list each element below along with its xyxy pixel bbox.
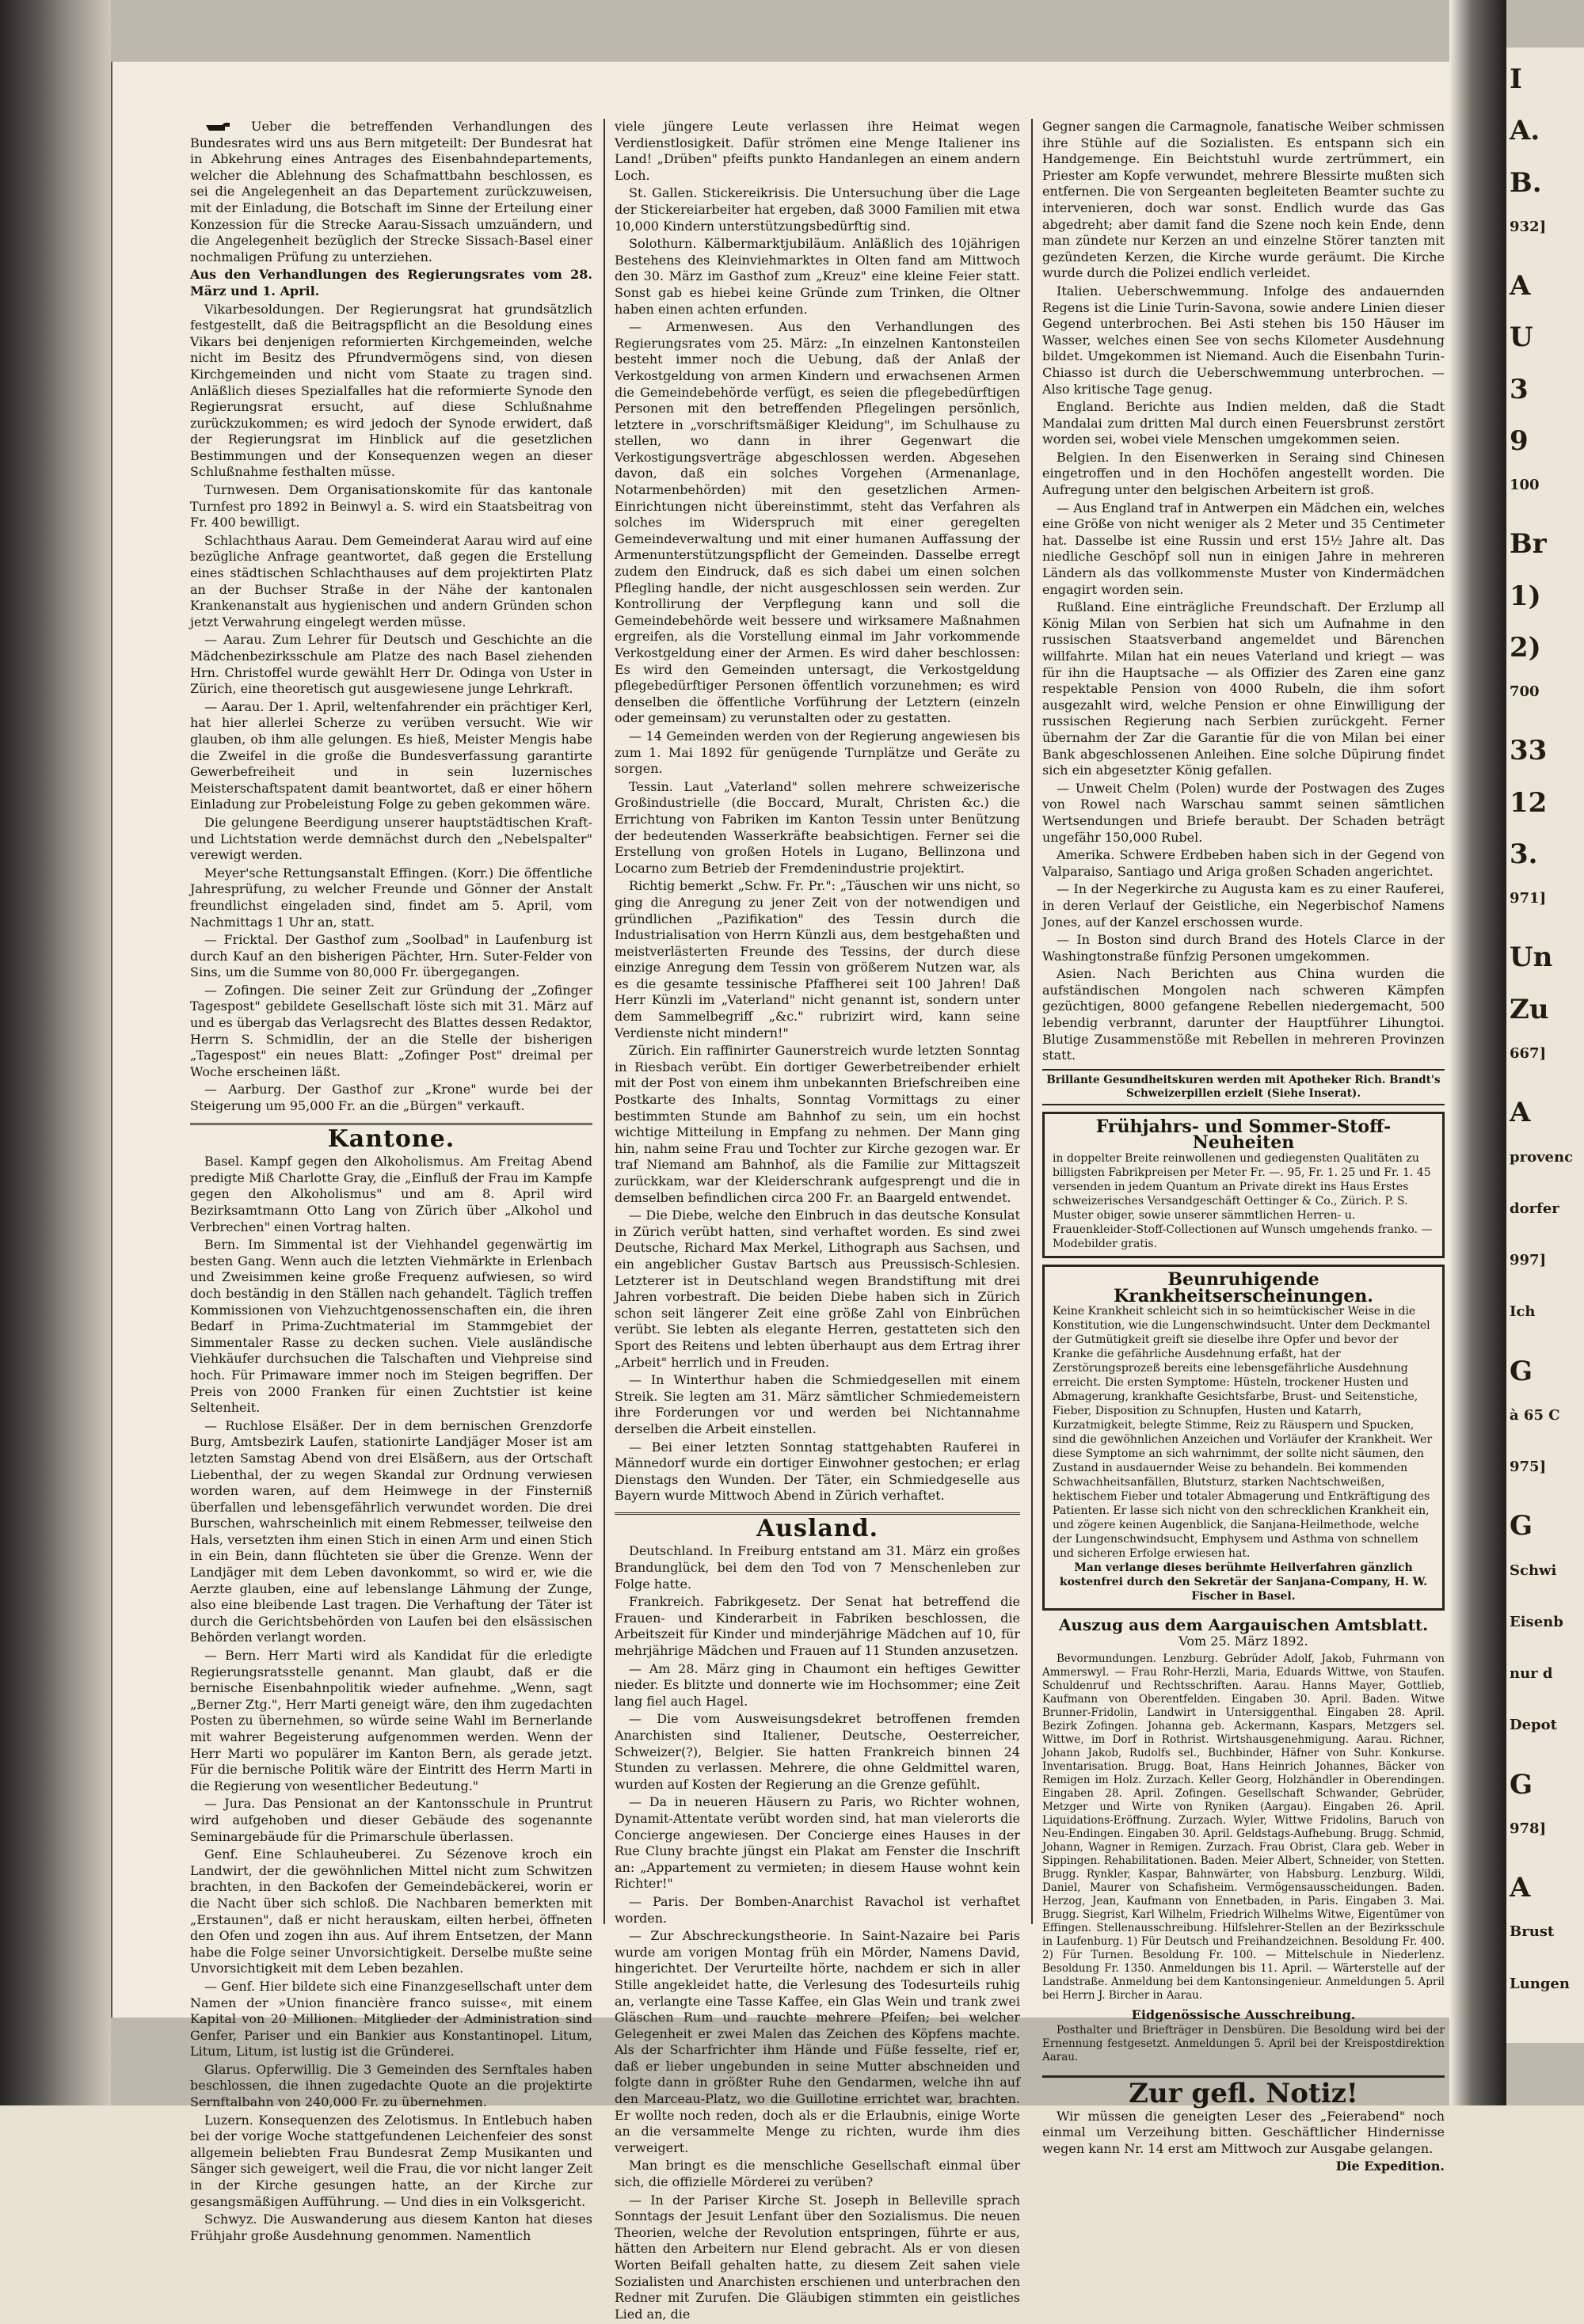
next-page-fragment: à 65 C	[1510, 1406, 1560, 1424]
article-tessin: Tessin. Laut „Vaterland" sollen mehrere schweizerische Großindustrielle (die Boccard, Muralt, Christen &c.) die Errichtung von Fabriken im Kanton Tessin unter Benützung der bedeutenden Wasserkräfte beabsichtigen. Ferner sei die Erstellung von großen Hotels in Lugano, Bellinzona und Locarno zum Betrieb der Fremdenindustrie projektirt.	[615, 778, 1020, 876]
next-page-fragment: 975]	[1510, 1459, 1547, 1476]
next-page-fragment: Depot	[1510, 1717, 1557, 1734]
next-page-fragment: dorfer	[1510, 1200, 1559, 1217]
notiz-body: Wir müssen die geneigten Leser des „Feierabend" noch einmal um Verzeihung bitten. Geschäftlicher Hindernisse wegen kann Nr. 14 erst am Mittwoch zur Ausgabe gelangen.	[1042, 2108, 1445, 2156]
next-page-fragment: 3	[1510, 373, 1529, 405]
next-page-fragment: nur d	[1510, 1665, 1553, 1683]
article-zuerich-gauner: Zürich. Ein raffinirter Gaunerstreich wurde letzten Sonntag in Riesbach verübt. Ein dortiger Gewerbetreibender erhielt mit der Post von einem ihm unbekannten Briefschreiben eine Postkarte des Inhalts, Sonntag Vormittags zu einer bestimmten Stunde am Bahnhof zu sein, um ein hochst wichtige Mitteilung in Empfang zu nehmen. Der Mann ging hin, nahm seine Frau und Tochter zur Kirche gezogen war. Er traf Niemand am Bahnhof, als die Familie zur Mittagszeit zurückkam, war der Kleiderschrank aufgesprengt und die in demselben befindlichen circa 200 Fr. an Baargeld entwendet.	[615, 1043, 1020, 1205]
article-glarus: Glarus. Opferwillig. Die 3 Gemeinden des Sernftales haben beschlossen, die ihnen zugedachte Quote an die projektirte Sernftalbahn von 240,000 Fr. zu übernehmen.	[190, 2061, 592, 2110]
next-page-fragment: Un	[1510, 941, 1553, 974]
column-2	[615, 119, 1020, 2324]
next-page-fragment: 2)	[1510, 631, 1541, 664]
next-page-fragment: G	[1510, 1355, 1533, 1387]
article-elsaesser: — Ruchlose Elsäßer. Der in dem bernischen Grenzdorfe Burg, Amtsbezirk Laufen, stationirte Landjäger Moser ist am letzten Samstag Abend von drei Elsäßern, aus der Ortschaft Liebenthal, der zu wegen Skandal zur Ordnung verwiesen worden waren, auf dem Heimwege in der Finsterniß überfallen und lebensgefährlich verwundet worden. Die drei Burschen, wahrscheinlich mit einem Rebmesser, teilweise den Hals, versetzten ihm einen Stich in einen Arm und einen Stich in ein Bein, dann flüchteten sie über die Grenze. Wenn der Landjäger mit dem Leben davonkommt, so wird er, wie die Aerzte glauben, eine auf lebenslange Lähmung der Zunge, also eine bleibende Last tragen. Die Verhaftung der Täter ist durch die Gerichtsbehörden von Laufen bei den elsässischen Behörden verlangt worden.	[190, 1417, 592, 1645]
article-maennedorf: — Bei einer letzten Sonntag stattgehabten Rauferei in Männedorf wurde ein dortiger Einwohner gestochen; er erlag Dienstags den Wunden. Der Täter, ein Schmiedgeselle aus Bayern wurde Mittwoch Abend in Zürich verhaftet.	[615, 1439, 1020, 1504]
section-regierungsrat: Aus den Verhandlungen des Regierungsrates vom 28. März und 1. April.	[190, 267, 592, 299]
article-bundesrat: Ueber die betreffenden Verhandlungen des Bundesrates wird uns aus Bern mitgeteilt: Der Bundesrat hat in Abkehrung eines Antrages des Eisenbahndepartements, welcher die Ablehnung des Schafmattbahn beschlossen, es sei die Angelegenheit an das Departement zurückzuweisen, mit der Einladung, die Botschaft im Sinne der Erteilung einer Konzession für die Strecke Aarau-Sissach umzuändern, und die Angelegenheit bezüglich der Strecke Sissach-Basel einer nochmaligen Prüfung zu unterziehen.	[190, 119, 593, 264]
article-basel: Basel. Kampf gegen den Alkoholismus. Am Freitag Abend predigte Miß Charlotte Gray, die „Einfluß der Frau im Kampfe gegen den Alkoholismus" und am 8. April wird Bezirksamtmann Otto Lang von Zürich über „Alkohol und Verbrechen" einen Vortrag halten.	[190, 1154, 592, 1234]
next-page-fragment: 978]	[1510, 1820, 1547, 1837]
article-belleville-cont: Gegner sangen die Carmagnole, fanatische Weiber schmissen ihre Stühle auf die Sozialisten. Es entspann sich ein Handgemenge. Ein Beichtstuhl wurde zertrümmert, ein Priester am Kopfe verwundet, mehrere Blessirte mußten sich entfernen. Die von Sergeanten begleiteten Beamter suchte zu intervenieren, doch war sonst. Endlich wurde das Gas abgedreht; aber damit fand die Szene noch kein Ende, denn man zündete nur Kerzen an und einzelne Störer tanzten mit gezündeten Kerzen, die Kirche wurde geräumt. Die Kirche wurde durch die Polizei endlich verleidet.	[1042, 119, 1445, 281]
article-schlachthaus: Schlachthaus Aarau. Dem Gemeinderat Aarau wird auf eine bezügliche Anfrage geantwortet, daß gegen die Erstellung eines städtischen Schlachthauses auf dem projektirten Platz an der Buchser Straße in der Nähe der kantonalen Krankenanstalt aus hygienischen und andern Gründen schon jetzt Verwahrung eingelegt werden müsse.	[190, 532, 592, 629]
next-page-fragment: Zu	[1510, 993, 1549, 1025]
column-1	[190, 119, 592, 2246]
notiz-signature: Die Expedition.	[1335, 2159, 1445, 2174]
article-abschreckung: — Zur Abschreckungstheorie. In Saint-Nazaire bei Paris wurde am vorigen Montag früh ein Mörder, Namens David, hingerichtet. Der Verurteilte hörte, nachdem er sich in aller Stille angekleidet hatte, die Verlesung des Todesurteils ruhig an, verlangte eine Tasse Kaffee, ein Glas Wein und trank zwei Gläschen Rum und rauchte mehrere Pfeifen; bei welcher Gelegenheit er zwei Malen das Zeichen des Köpfens machte. Als der Scharfrichter ihm Hände und Füße fesselte, rief er, daß er lieber ungebunden in seine Mutter abschneiden und folgte dann in größter Ruhe den Gendarmen, welche ihn auf den Marceau-Platz, wo die Guillotine errichtet war, brachten. Er wollte noch reden, doch als er die Erlaubnis, einige Worte an die versammelte Menge zu richten, wurde ihm dies verweigert.	[615, 1928, 1020, 2155]
article-solothurn: Solothurn. Kälbermarktjubiläum. Anläßlich des 10jährigen Bestehens des Kleinviehmarktes in Olten fand am Mittwoch den 30. März im Gasthof zum „Kreuz" eine kleine Feier statt. Sonst gab es hiebei keine Gründe zum Trinken, die Oltner haben einen achten erfunden.	[615, 236, 1020, 317]
next-page-fragment: G	[1510, 1768, 1533, 1801]
article-rettungsanstalt: Meyer'sche Rettungsanstalt Effingen. (Korr.) Die öffentliche Jahresprüfung, zu welcher Freunde und Gönner der Anstalt freundlichst eingeladen sind, findet am 5. April, vom Nachmittags 1 Uhr an, statt.	[190, 865, 592, 930]
article-augusta: — In der Negerkirche zu Augusta kam es zu einer Rauferei, in deren Verlauf der Geistliche, ein Negerbischof Namens Jones, auf der Kanzel erschossen wurde.	[1042, 881, 1445, 930]
next-page-fragment: 100	[1510, 477, 1540, 494]
article-aarau-lehrer: — Aarau. Zum Lehrer für Deutsch und Geschichte an die Mädchenbezirksschule am Platze des nach Basel ziehenden Hrn. Christoffel wurde gewählt Herr Dr. Odinga von Uster in Zürich, eine theoretisch gut ausgewiesene junge Lehrkraft.	[190, 632, 592, 697]
article-vikarbesoldungen: Vikarbesoldungen. Der Regierungsrat hat grundsätzlich festgestellt, daß die Beitragspflicht an die Besoldung eines Vikars bei denjenigen reformierten Kirchgemeinden, welche nicht im Besitz des Pfrundvermögens sind, von diesen Kirchgemeinden und nicht vom Staate zu tragen sind. Anläßlich dieses Spezialfalles hat die reformierte Synode den Regierungsrat ersucht, auf diese Schlußnahme zurückzukommen; es wird jedoch der Synode erwidert, daß der Regierungsrat im Hinblick auf die gesetzlichen Bestimmungen und der Konsequenzen wegen an dieser Schlußnahme festhalten müsse.	[190, 301, 592, 480]
eidg-title: Eidgenössische Ausschreibung.	[1131, 2007, 1356, 2023]
article-st-gallen: St. Gallen. Stickereikrisis. Die Untersuchung über die Lage der Stickereiarbeiter hat ergeben, daß 3000 Familien mit etwa 10,000 Kindern unterstützungsbedürftig sind.	[615, 185, 1020, 234]
article-anarchisten: — Die vom Ausweisungsdekret betroffenen fremden Anarchisten sind Italiener, Deutsche, Oesterreicher, Schweizer(?), Belgier. Sie hatten Frankreich binnen 24 Stunden zu verlassen. Mehrere, die ohne Geldmittel waren, wurden auf Kosten der Regierung an die Grenze gefühlt.	[615, 1711, 1020, 1792]
article-winterthur: — In Winterthur haben die Schmiedgesellen mit einem Streik. Sie legten am 31. März sämtlicher Schmiedemeistern ihre Forderungen vor und werden bei Nichtannahme derselben die Arbeit einstellen.	[615, 1372, 1020, 1436]
eidg-body: Posthalter und Briefträger in Densbüren. Die Besoldung wird bei der Ernennung festgesetzt. Anmeldungen 5. April bei der Kreispostdirektion Aarau.	[1042, 2024, 1445, 2063]
article-zofingen: — Zofingen. Die seiner Zeit zur Gründung der „Zofinger Tagespost" gebildete Gesellschaft löste sich mit 31. März auf und es übergab das Verlagsrecht des Blattes dessen Redaktor, Herrn S. Schmidlin, der an die Stelle der bisherigen „Tagespost" ein neues Blatt: „Zofinger Post" dreimal per Woche erscheinen läßt.	[190, 982, 592, 1079]
next-page-fragment: 1)	[1510, 580, 1541, 612]
article-ravachol: — Paris. Der Bomben-Anarchist Ravachol ist verhaftet worden.	[615, 1893, 1020, 1926]
next-page-fragment: 667]	[1510, 1045, 1547, 1062]
article-italien: Italien. Ueberschwemmung. Infolge des andauernden Regens ist die Linie Turin-Savona, sowie andere Linien dieser Gegend unterbrochen. Bei Asti stehen bis 150 Häuser im Wasser, welches einen See von sechs Kilometer Ausdehnung bildet. Umgekommen ist Niemand. Auch die Eisenbahn Turin-Chiasso ist durch die Ueberschwemmung unterbrochen. — Also kritische Tage genug.	[1042, 283, 1445, 397]
article-russland: Rußland. Eine einträgliche Freundschaft. Der Erzlump all König Milan von Serbien hat sich um Aufnahme in den russischen Staatsverband angemeldet und Bärenchen willfahrte. Milan hat ein neues Vaterland und kriegt — was für ihn die Hauptsache — als Offizier des Zaren eine ganz respektable Pension von 4000 Rubeln, die ihm sofort ausgezahlt wird, welche Pension er ohne Einwilligung der russischen Regierung nach Serbien zurückgeht. Ferner übernahm der Zar die Garantie für die von Milan bei einer Bank abgeschlossenen Anleihen. Eine solche Düpirung findet sich ein abgesetzter König gefallen.	[1042, 599, 1445, 778]
ad-krankheit-title: Beunruhigende Krankheitserscheinungen.	[1114, 1269, 1373, 1307]
article-luzern: Luzern. Konsequenzen des Zelotismus. In Entlebuch haben bei der vorige Woche stattgefundenen Leichenfeier des sonst allgemein beliebten Frau Bundesrat Zemp Musikanten und Sänger sich geweigert, weil die Frau, die vor nicht langer Zeit in der Kirche gesungen hatte, an der Kirche zur gesangsmäßigen Aufführung. — Und dies in ein Volksgericht.	[190, 2112, 592, 2209]
next-page-fragment: Br	[1510, 528, 1547, 561]
article-boston: — In Boston sind durch Brand des Hotels Clarce in der Washingtonstraße fünfzig Personen umgekommen.	[1042, 932, 1445, 964]
article-tessin-pazifikation: Richtig bemerkt „Schw. Fr. Pr.": „Täuschen wir uns nicht, so ging die Anregung zu jener Zeit von der notwendigen und gründlichen „Pazifikation" des Tessin durch die Industrialisation von Herrn Künzli aus, dem bestgehaßten und meistverlästerten Freunde des Tessins, der durch diese einzige Anregung dem Tessin von größerem Nutzen war, als es die gesamte tessinische Pfaffherei seit 100 Jahren! Daß Herr Künzli im „Vaterland" nicht genannt ist, sondern unter dem Sammelbegriff „&c." rubrizirt wird, kann seine Verdienste nicht mindern!"	[615, 878, 1020, 1040]
article-deutschland: Deutschland. In Freiburg entstand am 31. März ein großes Brandunglück, bei dem den Tod von 7 Menschenleben zur Folge hatte.	[615, 1543, 1020, 1592]
column-rule-2	[1031, 119, 1033, 1924]
pointing-hand-icon	[204, 121, 231, 134]
next-page-fragment: provenc	[1510, 1148, 1574, 1166]
next-page-fragment: Lungen	[1510, 1975, 1570, 1992]
article-genf-1: Genf. Eine Schlauheuberei. Zu Sézenove kroch ein Landwirt, der die gewöhnlichen Mittel nicht zum Schwitzen brachten, in den Backofen der Gemeindebäckerei, worin er die Nacht über sich schloß. Die Nachbaren bemerkten mit „Erstaunen", daß er nicht herauskam, eilten herbei, öffneten den Ofen und zogen ihn aus. Auf ihrem Entsetzen, der Mann habe die Folge seiner Unvorsichtigkeit. Derselbe mußte seine Unvorsichtigkeit mit dem Leben bezahlen.	[190, 1847, 592, 1976]
column-rule-1	[604, 119, 605, 1924]
next-page-fragment: 700	[1510, 683, 1540, 701]
article-armenwesen: — Armenwesen. Aus den Verhandlungen des Regierungsrates vom 25. März: „In einzelnen Kantonsteilen besteht immer noch die Uebung, daß der Anlaß der Verkostgeldung von armen Kindern und erwachsenen Armen die Gemeindebehörde verfügt, es seien die pflegebedürftigen Personen mit den betreffenden Pflegelingen persönlich, letztere in „vorschriftsmäßiger Kleidung", im Schulhause zu stellen, wo dann in ihrer Gegenwart die Verkostigungsverträge abgeschlossen werden. Abgesehen davon, daß ein solches Vorgehen (Armenanlage, Notarmenbehörden) mit den gesetzlichen Armen-Einrichtungen nicht übereinstimmt, steht das Verfahren als solches im Widerspruch mit einer geregelten Gemeindeverwaltung und mit einer humanen Auffassung der Armenunterstützungspflicht der Gemeinden. Dasselbe erregt zudem den Eindruck, daß es sich dabei um einen solchen Pflegling handle, der nicht ausgeschlossen sein werden. Zur Kontrollirung der Verpflegung kann und soll die Gemeindebehörde weit bessere und wirksamere Maßnahmen ergreifen, als die Vorstellung einmal im Jahr vorkommende Verkostgeldung einer der Armen. Es wird daher beschlossen: Es wird den Gemeinden untersagt, die Verkostgeldung pflegebedürftiger Personen öffentlich vorzunehmen; es wird denselben die öffentliche Vorführung der Letztern (einzeln oder gemeinsam) zu verunstalten oder zu gestatten.	[615, 319, 1020, 726]
next-page-fragment: Brust	[1510, 1923, 1555, 1941]
next-page-fragment: 932]	[1510, 218, 1547, 235]
next-page-fragment: A	[1510, 1872, 1531, 1904]
article-frankreich-fabrik: Frankreich. Fabrikgesetz. Der Senat hat betreffend die Frauen- und Kinderarbeit in Fabriken beschlossen, die Arbeitszeit für Kinder und minderjährige Mädchen auf 10, für mehrjährige Mädchen und Frauen auf 11 Stunden anzusetzen.	[615, 1594, 1020, 1659]
ad-stoff-body: in doppelter Breite reinwollenen und gediegensten Qualitäten zu billigsten Fabrikpreisen per Meter Fr. —. 95, Fr. 1. 25 und Fr. 1. 45 versenden in jedem Quantum an Private direkt ins Haus Erstes schweizerisches Versandgeschäft Oettinger & Co., Zürich. P. S. Muster obiger, sowie unserer sämmtlichen Herren- u. Frauenkleider-Stoff-Collectionen auf Wunsch umgehends franko. — Modebilder gratis.	[1053, 1152, 1433, 1251]
article-genf-2: — Genf. Hier bildete sich eine Finanzgesellschaft unter dem Namen der »Union financière franco suisse«, mit einem Kapital von 20 Millionen. Mitglieder der Administration sind Genfer, Pariser und ein Bankier aus Konstantinopel. Litum, Litum, Litum, ist lustig ist die Gründerei.	[190, 1978, 592, 2060]
ad-krankheit	[1042, 1265, 1445, 1611]
next-page-fragment: I	[1510, 63, 1522, 95]
ad-gesundheitskuren: Brillante Gesundheitskuren werden mit Apotheker Rich. Brandt's Schweizerpillen erzielt (Siehe Inserat).	[1042, 1069, 1445, 1105]
article-turnplaetze: — 14 Gemeinden werden von der Regierung angewiesen bis zum 1. Mai 1892 für genügende Turnplätze und Geräte zu sorgen.	[615, 728, 1020, 777]
article-schwyz: Schwyz. Die Auswanderung aus diesem Kanton hat dieses Frühjahr große Ausdehnung genommen. Namentlich	[190, 2212, 592, 2243]
article-fricktal: — Fricktal. Der Gasthof zum „Soolbad" in Laufenburg ist durch Kauf an den bisherigen Pächter, Hrn. Suter-Felder von Sins, um die Summe von 80,000 Fr. übergegangen.	[190, 932, 592, 980]
book-binding-shadow	[0, 0, 111, 2105]
amtsblatt-date: Vom 25. März 1892.	[1178, 1633, 1308, 1649]
next-page-fragment: 33	[1510, 735, 1548, 767]
article-paris-richter: — Da in neueren Häusern zu Paris, wo Richter wohnen, Dynamit-Attentate verübt worden sind, hat man vielerorts die Concierge angewiesen. Der Concierge eines Hauses in der Rue Cluny brachte jüngst ein Plakat am Fenster die Inschrift an: „Appartement zu vermieten; in diesem Hause wohnt kein Richter!"	[615, 1794, 1020, 1892]
next-page-fragment: Ich	[1510, 1303, 1536, 1321]
ad-stoff-title: Frühjahrs- und Sommer-Stoff-Neuheiten	[1095, 1116, 1392, 1154]
next-page-fragment: B.	[1510, 166, 1542, 199]
next-page-fragment: Schwi	[1510, 1561, 1557, 1579]
article-chaumont: — Am 28. März ging in Chaumont ein heftiges Gewitter nieder. Es blitzte und donnerte wie im Hochsommer; eine Zeit lang fiel auch Hagel.	[615, 1660, 1020, 1709]
next-page-fragment: 12	[1510, 786, 1548, 819]
article-bern-vieh: Bern. Im Simmental ist der Viehhandel gegenwärtig im besten Gang. Wenn auch die letzten Viehmärkte in Erlenbach und Zweisimmen keine große Frequenz aufwiesen, so wird doch beständig in den Ställen nach gehandelt. Täglich treffen Kommissionen von Viehzuchtgenossenschaften ein, die ihren Bedarf in Prima-Zuchtmaterial im Stammgebiet der Simmentaler Rasse zu decken suchen. Viele ausländische Viehkäufer durchsuchen die Talschaften und Viehpreise sind hoch. Für Primaware immer noch im Steigen begriffen. Der Preis von 2000 Franken für einen Zuchtstier ist keine Seltenheit.	[190, 1237, 592, 1416]
section-title-ausland: Ausland.	[615, 1512, 1020, 1538]
next-page-fragment: 997]	[1510, 1252, 1547, 1269]
next-page-fragment: 9	[1510, 424, 1529, 457]
ad-krankheit-body: Keine Krankheit schleicht sich in so heimtückischer Weise in die Konstitution, wie die Lungenschwindsucht. Unter dem Deckmantel der Gutmütigkeit greift sie dieselbe ihre Opfer und bevor der Kranke die gefährliche Ausdehnung erfaßt, hat der Zerstörungsprozeß bereits eine lebensgefährliche Ausdehnung erreicht. Die ersten Symptome: Hüsteln, trockener Husten und Abmagerung, krankhafte Gesichtsfarbe, Brust- und Seitenstiche, Fieber, Disposition zu Schnupfen, Husten und Katarrh, Kurzatmigkeit, belegte Stimme, Reiz zu Räuspern und Spucken, sind die gewöhnlichen Anzeichen und Vorläufer der Krankheit. Wer diese Symptome an sich wahrnimmt, der sollte nicht säumen, den Zustand in ausdauernder Weise zu behandeln. Bei kommenden Schwachheitsanfällen, Blutsturz, starken Nachtschweißen, hektischem Fieber und totaler Abmagerung und Entkräftigung des Patienten. Er lasse sich nicht von den schrecklichen Krankheit ein, und zögere keinen Augenblick, die Sanjana-Heilmethode, welche der Lungenschwindsucht, Emphysem und Asthma von schnellem und sicheren Erfolge erwiesen hat.	[1053, 1305, 1433, 1561]
article-schwyz-cont: viele jüngere Leute verlassen ihre Heimat wegen Verdienstlosigkeit. Dafür strömen eine Menge Italiener ins Land! „Drüben" pfeifts punkto Handanlegen an einem andern Loch.	[615, 119, 1020, 183]
next-page-fragment: 3.	[1510, 838, 1538, 870]
article-aarau-april: — Aarau. Der 1. April, weltenfahrender ein prächtiger Kerl, hat hier allerlei Scherze zu verüben versucht. Wie wir glauben, ob ihm alle gelungen. Es hieß, Meister Mengis habe die Zweifel in die große die Bundesverfassung garantirte Gewerbefreiheit und in sein luzernisches Meisterschaftspatent damit beantwortet, daß er einer höhern Einladung zur Probeleistung Folge zu geben gekommen wäre.	[190, 698, 592, 812]
article-turnwesen: Turnwesen. Dem Organisationskomite für das kantonale Turnfest pro 1892 in Beinwyl a. S. wird ein Staatsbeitrag von Fr. 400 bewilligt.	[190, 482, 592, 531]
article-england: England. Berichte aus Indien melden, daß die Stadt Mandalai zum dritten Mal durch einen Feuersbrunst zerstört worden sei, wobei viele Menschen umgekommen seien.	[1042, 399, 1445, 447]
ad-stoff-neuheiten	[1042, 1112, 1445, 1258]
article-belleville: — In der Pariser Kirche St. Joseph in Belleville sprach Sonntags der Jesuit Lenfant über den Sozialismus. Die neuen Theorien, welche der Revolution entspringen, führte er aus, hätten den Arbeitern nur Elend gebracht. Als er von diesen Worten Beifall gehalten hatte, zu diesem Zeit sahen viele Sozialisten und Anarchisten erschienen und unterbrachen den Redner mit Zurufen. Die Gläubigen stimmten ein geistliches Lied an, die	[615, 2192, 1020, 2322]
section-title-kantone: Kantone.	[190, 1123, 592, 1148]
ad-krankheit-footer: Man verlange dieses berühmte Heilverfahren gänzlich kostenfrei durch den Sekretär der Sanjana-Company, H. W. Fischer in Basel.	[1059, 1561, 1428, 1603]
next-page-edge	[1506, 48, 1584, 2043]
article-moerderei: Man bringt es die menschliche Gesellschaft einmal über sich, die offizielle Mörderei zu verüben?	[615, 2158, 1020, 2190]
next-page-fragment: A	[1510, 1097, 1531, 1129]
article-jura: — Jura. Das Pensionat an der Kantonsschule in Pruntrut wird aufgehoben und dieser Gebäude des sogenannte Seminargebäude für die Primarschule überlassen.	[190, 1796, 592, 1844]
article-amerika: Amerika. Schwere Erdbeben haben sich in der Gegend von Valparaiso, Santiago und Ariga großen Schaden angerichtet.	[1042, 847, 1445, 879]
article-belgien: Belgien. In den Eisenwerken in Seraing sind Chinesen eingetroffen und in den Hochöfen angestellt worden. Die Aufregung unter den belgischen Arbeitern ist groß.	[1042, 449, 1445, 498]
column-3	[1042, 119, 1445, 2175]
next-page-fragment: 971]	[1510, 890, 1547, 907]
next-page-fragment: Eisenb	[1510, 1613, 1563, 1630]
article-bern-marti: — Bern. Herr Marti wird als Kandidat für die erledigte Regierungsratsstelle genannt. Man glaubt, daß er die bernische Eisenbahnpolitik wieder aufnehme. „Wenn, sagt „Berner Ztg.", Herr Marti geneigt wäre, den ihm zugedachten Posten zu übernehmen, so würde seine Wahl im Bernerlande mit wahrer Begeisterung aufgenommen werden. Wenn der Herr Marti wo populärer im Kanton Bern, als gerade jetzt. Für die bernische Politik wäre der Eintritt des Herrn Marti in die Regierung von wesentlicher Bedeutung."	[190, 1648, 592, 1793]
page-gutter-shadow	[1449, 0, 1506, 2105]
next-page-fragment: A	[1510, 270, 1531, 302]
amtsblatt-body: Bevormundungen. Lenzburg. Gebrüder Adolf, Jakob, Fuhrmann von Ammerswyl. — Frau Rohr-Herzli, Maria, Eduards Wittwe, von Staufen. Schuldenruf und Rechtsschriften. Aarau. Hanns Mayer, Gottlieb, Kaufmann von Oberentfelden. Eingaben 30. April. Baden. Witwe Brunner-Fridolin, Landwirt in Untersiggenthal. Eingaben 28. April. Bezirk Zofingen. Johanna geb. Ackermann, Kaspars, Metzgers sel. Wittwe, im Dorf in Rothrist. Wirtshausgenehmigung. Aarau. Richner, Johann Jakob, Rudolfs sel., Buchbinder, Häfner von Suhr. Konkurse. Inventarisation. Brugg. Boat, Hans Heinrich Johannes, Bäcker von Remigen im Holz. Zurzach. Keller Georg, Holzhändler in Oberendingen. Eingaben 28. April. Zofingen. Gesellschaft Schwander, Gebrüder, Metzger und Wirte von Ryniken (Aargau). Eingaben 26. April. Liquidations-Eröffnung. Zurzach. Wyler, Wittwe Fridolins, Baruch von Neu-Endingen. Eingaben 30. April. Geldstags-Aufhebung. Brugg. Schmid, Johann, Wagner in Remigen. Zurzach. Frau Obrist, Clara geb. Weber in Sippingen. Rehabilitationen. Baden. Meier Albert, Schneider, von Stetten. Brugg. Rynkler, Kaspar, Bahnwärter, von Habsburg. Lenzburg. Wildi, Daniel, Maurer von Schafisheim. Vermögensausscheidungen. Baden. Herzog, Jean, Kaufmann von Ennetbaden, in Paris. Eingaben 3. Mai. Brugg. Siegrist, Karl Wilhelm, Friedrich Wilhelms Witwe, Eigentümer von Effingen. Stellenausschreibung. Hilfslehrer-Stellen an der Bezirksschule in Laufenburg. 1) Für Deutsch und Freihandzeichnen. Besoldung Fr. 400. 2) Für Turnen. Besoldung Fr. 100. — Mittelschule in Niederlenz. Besoldung Fr. 1350. Anmeldungen bis 11. April. — Wärterstelle auf der Landstraße. Anmeldung bei dem Kantonsingenieur. Anmeldungen 5. April bei Herrn J. Bircher in Aarau.	[1042, 1653, 1445, 2003]
next-page-fragment: G	[1510, 1510, 1533, 1542]
article-zuerich-diebe: — Die Diebe, welche den Einbruch in das deutsche Konsulat in Zürich verübt hatten, sind verhaftet worden. Es sind zwei Deutsche, Richard Max Merkel, Lithograph aus Sachsen, und ein angeblicher Gustav Bartsch aus Preussisch-Schlesien. Letzterer ist in Deutschland wegen Brandstiftung mit drei Jahren vorbestraft. Die beiden Diebe haben sich in Zürich schon seit längerer Zeit eine größe Zahl von Einbrüchen verübt. Sie lebten als elegante Herren, gestatteten sich den Sport des Reitens und lebten überhaupt aus dem Ertrag ihrer „Arbeit" herrlich und in Freuden.	[615, 1208, 1020, 1370]
article-beerdigung: Die gelungene Beerdigung unserer hauptstädtischen Kraft- und Lichtstation werde demnächst durch den „Nebelspalter" verewigt werden.	[190, 814, 592, 863]
article-asien: Asien. Nach Berichten aus China wurden die aufständischen Mongolen nach schweren Kämpfen gezüchtigen, 8000 gefangene Rebellen niedergemacht, 500 lebendig verbrannt, darunter der Hauptführer Lihungtoi. Blutige Zusammenstöße mit Rebellen in mehreren Provinzen statt.	[1042, 966, 1445, 1063]
article-aarburg: — Aarburg. Der Gasthof zur „Krone" wurde bei der Steigerung um 95,000 Fr. an die „Bürgen" verkauft.	[190, 1082, 592, 1114]
article-chelm: — Unweit Chelm (Polen) wurde der Postwagen des Zuges von Rowel nach Warschau sammt seinen sämtlichen Wertsendungen und Briefe beraubt. Der Schaden beträgt ungefähr 150,000 Rubel.	[1042, 780, 1445, 845]
notiz-title: Zur gefl. Notiz!	[1042, 2075, 1445, 2102]
next-page-fragment: U	[1510, 321, 1533, 354]
next-page-fragment: A.	[1510, 115, 1540, 147]
amtsblatt-title: Auszug aus dem Aargauischen Amtsblatt.	[1058, 1615, 1429, 1635]
article-antwerpen: — Aus England traf in Antwerpen ein Mädchen ein, welches eine Größe von nicht weniger als 2 Meter und 35 Centimeter hat. Dasselbe ist eine Russin und erst 15½ Jahre alt. Das niedliche Geschöpf soll nun in einigen Jahre in mehreren Ländern als das vollkommenste Muster von Kindermädchen engagirt worden sein.	[1042, 500, 1445, 597]
